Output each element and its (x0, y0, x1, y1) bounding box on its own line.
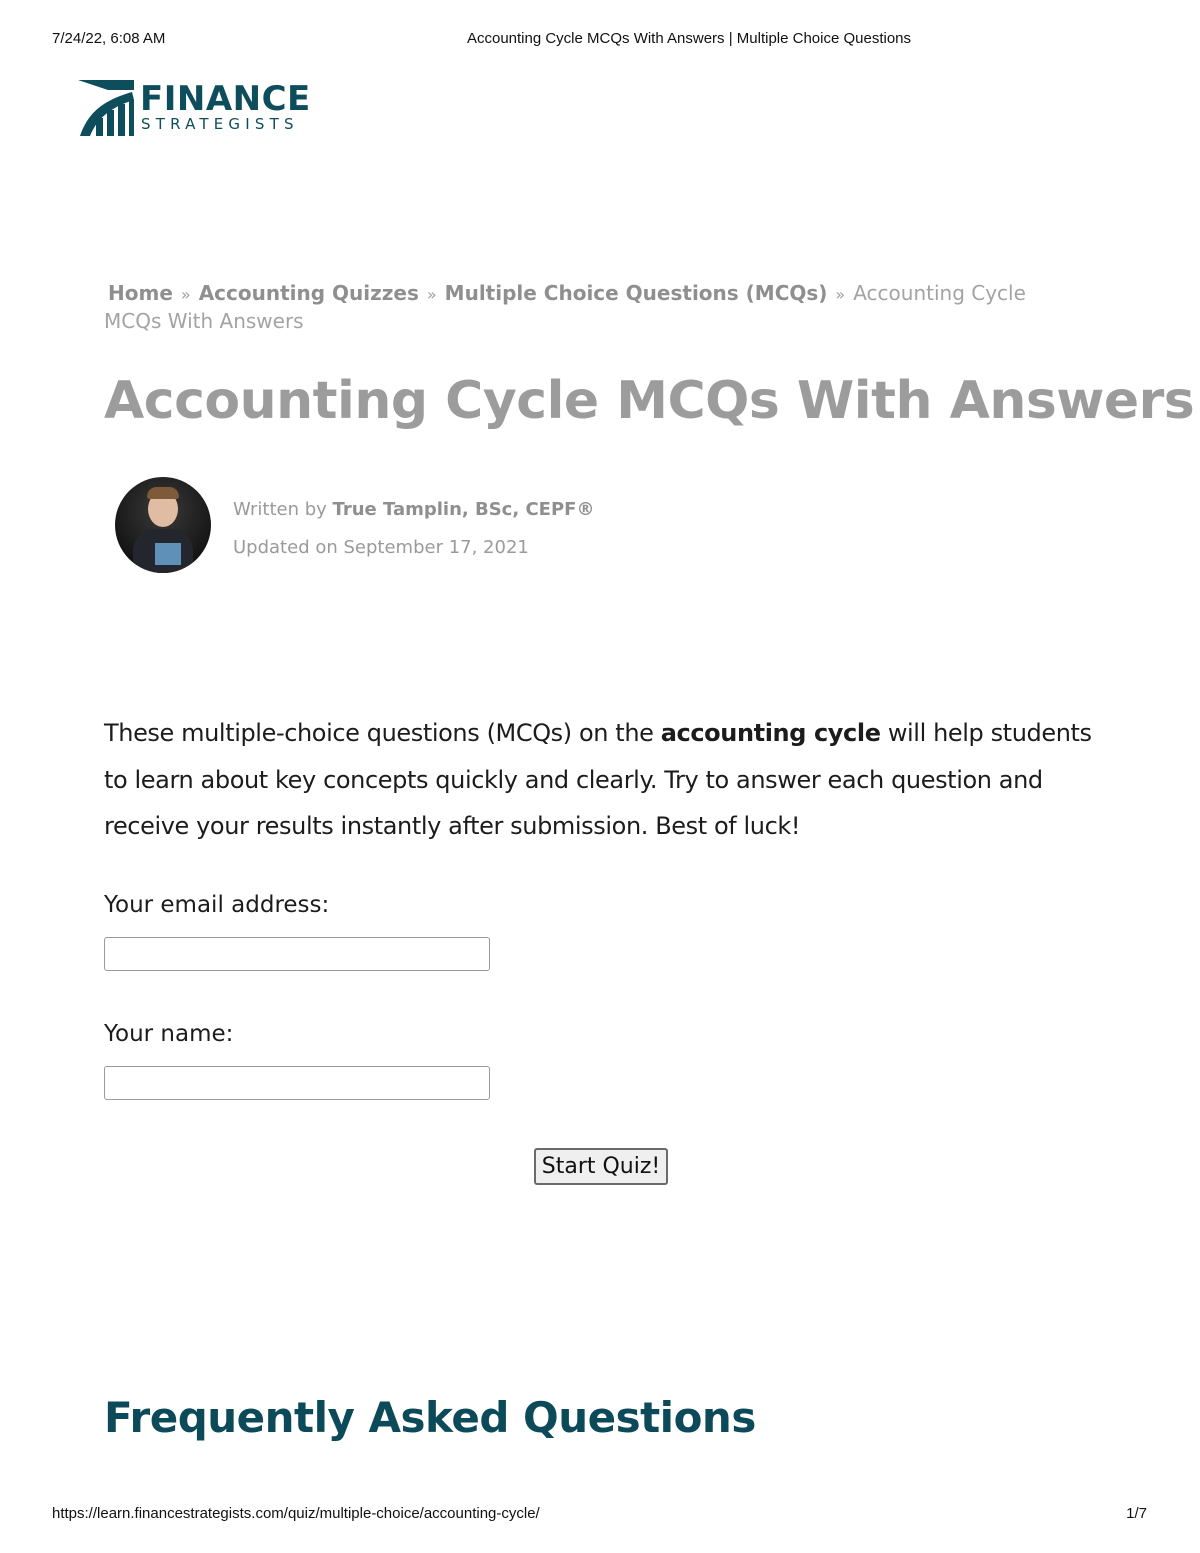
email-label: Your email address: (104, 892, 330, 918)
breadcrumb-accounting-quizzes-link[interactable]: Accounting Quizzes (198, 281, 419, 305)
accounting-cycle-link[interactable]: accounting cycle (660, 719, 881, 747)
logo-wordmark: FINANCE (140, 79, 311, 119)
start-quiz-button[interactable]: Start Quiz! (534, 1148, 668, 1185)
page-title: Accounting Cycle MCQs With Answers (104, 371, 1195, 431)
breadcrumb-separator: » (835, 285, 846, 304)
intro-paragraph: These multiple-choice questions (MCQs) on the accounting cycle will help students to learn about key concepts quickly and clearly. Try to answer each question and receive your results instantly after submission. Best of luck! (104, 719, 1092, 840)
print-page-title: Accounting Cycle MCQs With Answers | Multiple Choice Questions (466, 30, 912, 47)
finance-strategists-logo[interactable] (78, 78, 311, 140)
author-avatar (115, 477, 211, 573)
author-block (115, 477, 715, 577)
author-name[interactable]: True Tamplin, BSc, CEPF® (332, 499, 595, 520)
breadcrumb-mcqs-link[interactable]: Multiple Choice Questions (MCQs) (444, 281, 828, 305)
breadcrumb-separator: » (426, 285, 437, 304)
print-url: https://learn.financestrategists.com/quiz/multiple-choice/accounting-cycle/ (52, 1505, 540, 1522)
logo-subtitle: STRATEGISTS (141, 115, 299, 133)
breadcrumb-separator: » (180, 285, 191, 304)
print-header (0, 30, 1200, 50)
written-by-prefix: Written by (233, 499, 327, 520)
print-page-number: 1/7 (1126, 1505, 1147, 1522)
logo-bars-icon (78, 78, 136, 138)
author-byline (233, 491, 594, 529)
name-input[interactable] (104, 1066, 490, 1100)
print-datetime: 7/24/22, 6:08 AM (52, 30, 166, 47)
breadcrumb-home-link[interactable]: Home (108, 281, 173, 305)
breadcrumb (104, 280, 1064, 334)
faq-heading: Frequently Asked Questions (104, 1393, 756, 1442)
updated-date: Updated on September 17, 2021 (233, 537, 529, 558)
name-label: Your name: (104, 1021, 234, 1047)
breadcrumb-current: Accounting Cycle MCQs With Answers (104, 281, 1026, 333)
email-input[interactable] (104, 937, 490, 971)
print-footer (0, 1505, 1200, 1525)
